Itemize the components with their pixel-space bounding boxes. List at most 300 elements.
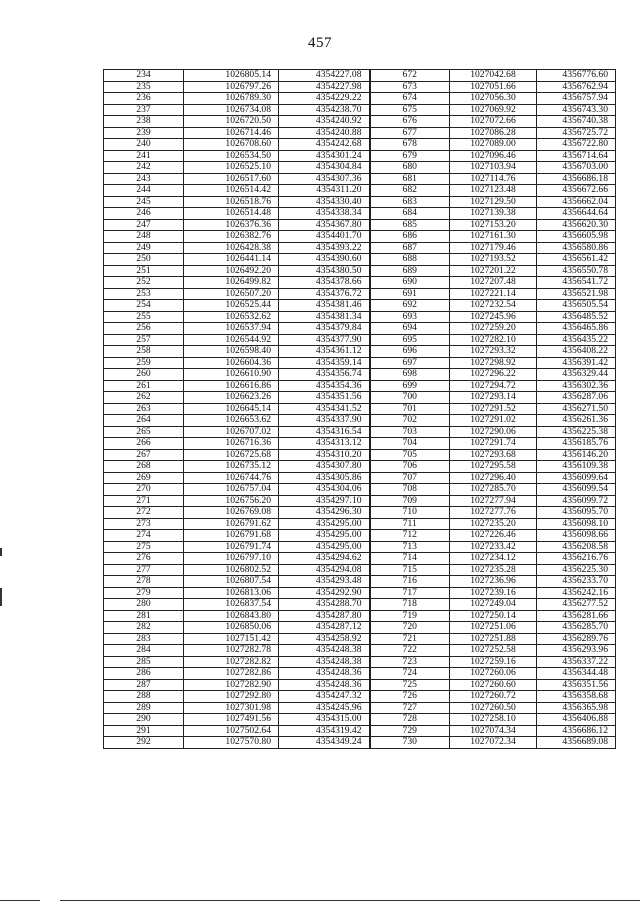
y-coordinate-cell: 4356351.56	[537, 679, 616, 691]
table-row	[104, 242, 616, 254]
x-coordinate-cell: 1027296.40	[450, 472, 537, 484]
x-coordinate-cell: 1026725.68	[184, 449, 279, 461]
y-coordinate-cell: 4356776.60	[537, 70, 616, 82]
table-row	[104, 472, 616, 484]
point-number-cell: 272	[104, 507, 184, 519]
table-row	[104, 70, 616, 82]
point-number-cell: 712	[370, 530, 450, 542]
scan-edge-mark	[0, 548, 2, 556]
point-number-cell: 698	[370, 369, 450, 381]
point-number-cell: 255	[104, 311, 184, 323]
table-row	[104, 702, 616, 714]
y-coordinate-cell: 4356485.52	[537, 311, 616, 323]
x-coordinate-cell: 1027291.52	[450, 403, 537, 415]
point-number-cell: 727	[370, 702, 450, 714]
point-number-cell: 678	[370, 139, 450, 151]
y-coordinate-cell: 4354338.34	[279, 208, 370, 220]
point-number-cell: 713	[370, 541, 450, 553]
x-coordinate-cell: 1027249.04	[450, 599, 537, 611]
y-coordinate-cell: 4356686.18	[537, 173, 616, 185]
y-coordinate-cell: 4354238.70	[279, 104, 370, 116]
y-coordinate-cell: 4356185.76	[537, 438, 616, 450]
x-coordinate-cell: 1026791.68	[184, 530, 279, 542]
x-coordinate-cell: 1027282.90	[184, 679, 279, 691]
point-number-cell: 724	[370, 668, 450, 680]
table-row	[104, 127, 616, 139]
y-coordinate-cell: 4356099.72	[537, 495, 616, 507]
table-row	[104, 541, 616, 553]
x-coordinate-cell: 1026744.76	[184, 472, 279, 484]
y-coordinate-cell: 4354381.34	[279, 311, 370, 323]
y-coordinate-cell: 4356605.98	[537, 231, 616, 243]
point-number-cell: 726	[370, 691, 450, 703]
x-coordinate-cell: 1026756.20	[184, 495, 279, 507]
x-coordinate-cell: 1026518.76	[184, 196, 279, 208]
point-number-cell: 278	[104, 576, 184, 588]
x-coordinate-cell: 1026514.42	[184, 185, 279, 197]
table-row	[104, 449, 616, 461]
point-number-cell: 689	[370, 265, 450, 277]
y-coordinate-cell: 4356277.52	[537, 599, 616, 611]
x-coordinate-cell: 1027277.94	[450, 495, 537, 507]
table-row	[104, 679, 616, 691]
y-coordinate-cell: 4356095.70	[537, 507, 616, 519]
table-row	[104, 691, 616, 703]
y-coordinate-cell: 4356261.36	[537, 415, 616, 427]
x-coordinate-cell: 1027291.74	[450, 438, 537, 450]
y-coordinate-cell: 4354376.72	[279, 288, 370, 300]
y-coordinate-cell: 4356233.70	[537, 576, 616, 588]
y-coordinate-cell: 4354292.90	[279, 587, 370, 599]
x-coordinate-cell: 1027282.78	[184, 645, 279, 657]
x-coordinate-cell: 1026707.02	[184, 426, 279, 438]
x-coordinate-cell: 1026507.20	[184, 288, 279, 300]
point-number-cell: 720	[370, 622, 450, 634]
x-coordinate-cell: 1026735.12	[184, 461, 279, 473]
y-coordinate-cell: 4354354.36	[279, 380, 370, 392]
point-number-cell: 681	[370, 173, 450, 185]
x-coordinate-cell: 1027260.60	[450, 679, 537, 691]
point-number-cell: 719	[370, 610, 450, 622]
x-coordinate-cell: 1026769.08	[184, 507, 279, 519]
x-coordinate-cell: 1026789.30	[184, 93, 279, 105]
point-number-cell: 277	[104, 564, 184, 576]
x-coordinate-cell: 1027502.64	[184, 725, 279, 737]
x-coordinate-cell: 1026514.48	[184, 208, 279, 220]
y-coordinate-cell: 4354295.00	[279, 530, 370, 542]
x-coordinate-cell: 1026791.62	[184, 518, 279, 530]
point-number-cell: 267	[104, 449, 184, 461]
point-number-cell: 242	[104, 162, 184, 174]
y-coordinate-cell: 4356287.06	[537, 392, 616, 404]
y-coordinate-cell: 4354304.84	[279, 162, 370, 174]
x-coordinate-cell: 1027072.34	[450, 737, 537, 749]
point-number-cell: 710	[370, 507, 450, 519]
x-coordinate-cell: 1027259.16	[450, 656, 537, 668]
table-row	[104, 553, 616, 565]
point-number-cell: 276	[104, 553, 184, 565]
y-coordinate-cell: 4354240.88	[279, 127, 370, 139]
x-coordinate-cell: 1027233.42	[450, 541, 537, 553]
y-coordinate-cell: 4354316.54	[279, 426, 370, 438]
y-coordinate-cell: 4356391.42	[537, 357, 616, 369]
point-number-cell: 675	[370, 104, 450, 116]
point-number-cell: 707	[370, 472, 450, 484]
y-coordinate-cell: 4356302.36	[537, 380, 616, 392]
y-coordinate-cell: 4356714.64	[537, 150, 616, 162]
scan-bottom-line	[0, 900, 40, 901]
table-row	[104, 633, 616, 645]
y-coordinate-cell: 4356365.98	[537, 702, 616, 714]
point-number-cell: 723	[370, 656, 450, 668]
y-coordinate-cell: 4356285.70	[537, 622, 616, 634]
table-row	[104, 116, 616, 128]
table-row	[104, 173, 616, 185]
x-coordinate-cell: 1026604.36	[184, 357, 279, 369]
point-number-cell: 686	[370, 231, 450, 243]
x-coordinate-cell: 1027042.68	[450, 70, 537, 82]
point-number-cell: 718	[370, 599, 450, 611]
x-coordinate-cell: 1026382.76	[184, 231, 279, 243]
x-coordinate-cell: 1027234.12	[450, 553, 537, 565]
y-coordinate-cell: 4354248.38	[279, 645, 370, 657]
y-coordinate-cell: 4356722.80	[537, 139, 616, 151]
table-row	[104, 518, 616, 530]
point-number-cell: 250	[104, 254, 184, 266]
point-number-cell: 717	[370, 587, 450, 599]
point-number-cell: 673	[370, 81, 450, 93]
point-number-cell: 696	[370, 346, 450, 358]
point-number-cell: 680	[370, 162, 450, 174]
point-number-cell: 235	[104, 81, 184, 93]
point-number-cell: 266	[104, 438, 184, 450]
x-coordinate-cell: 1027153.20	[450, 219, 537, 231]
x-coordinate-cell: 1026517.60	[184, 173, 279, 185]
point-number-cell: 682	[370, 185, 450, 197]
table-row	[104, 656, 616, 668]
x-coordinate-cell: 1027282.86	[184, 668, 279, 680]
x-coordinate-cell: 1027161.30	[450, 231, 537, 243]
table-row	[104, 645, 616, 657]
point-number-cell: 697	[370, 357, 450, 369]
y-coordinate-cell: 4354304.06	[279, 484, 370, 496]
y-coordinate-cell: 4354288.70	[279, 599, 370, 611]
table-row	[104, 334, 616, 346]
point-number-cell: 728	[370, 714, 450, 726]
x-coordinate-cell: 1027292.80	[184, 691, 279, 703]
table-row	[104, 346, 616, 358]
x-coordinate-cell: 1027072.66	[450, 116, 537, 128]
x-coordinate-cell: 1026534.50	[184, 150, 279, 162]
x-coordinate-cell: 1027250.14	[450, 610, 537, 622]
y-coordinate-cell: 4356344.48	[537, 668, 616, 680]
y-coordinate-cell: 4354380.50	[279, 265, 370, 277]
table-row	[104, 93, 616, 105]
y-coordinate-cell: 4356435.22	[537, 334, 616, 346]
y-coordinate-cell: 4354229.22	[279, 93, 370, 105]
scan-edge-mark	[0, 588, 2, 606]
table-row	[104, 81, 616, 93]
point-number-cell: 704	[370, 438, 450, 450]
point-number-cell: 241	[104, 150, 184, 162]
y-coordinate-cell: 4356580.86	[537, 242, 616, 254]
point-number-cell: 700	[370, 392, 450, 404]
x-coordinate-cell: 1026376.36	[184, 219, 279, 231]
y-coordinate-cell: 4354294.08	[279, 564, 370, 576]
point-number-cell: 677	[370, 127, 450, 139]
x-coordinate-cell: 1027491.56	[184, 714, 279, 726]
x-coordinate-cell: 1027069.92	[450, 104, 537, 116]
y-coordinate-cell: 4354393.22	[279, 242, 370, 254]
table-row	[104, 265, 616, 277]
y-coordinate-cell: 4356465.86	[537, 323, 616, 335]
y-coordinate-cell: 4354377.90	[279, 334, 370, 346]
y-coordinate-cell: 4354287.80	[279, 610, 370, 622]
y-coordinate-cell: 4356225.30	[537, 564, 616, 576]
x-coordinate-cell: 1026616.86	[184, 380, 279, 392]
y-coordinate-cell: 4356505.54	[537, 300, 616, 312]
y-coordinate-cell: 4354295.00	[279, 518, 370, 530]
x-coordinate-cell: 1027193.52	[450, 254, 537, 266]
point-number-cell: 729	[370, 725, 450, 737]
table-row	[104, 438, 616, 450]
x-coordinate-cell: 1027277.76	[450, 507, 537, 519]
point-number-cell: 271	[104, 495, 184, 507]
x-coordinate-cell: 1026837.54	[184, 599, 279, 611]
x-coordinate-cell: 1027051.66	[450, 81, 537, 93]
x-coordinate-cell: 1027285.70	[450, 484, 537, 496]
x-coordinate-cell: 1027235.20	[450, 518, 537, 530]
x-coordinate-cell: 1026537.94	[184, 323, 279, 335]
point-number-cell: 263	[104, 403, 184, 415]
y-coordinate-cell: 4356146.20	[537, 449, 616, 461]
point-number-cell: 273	[104, 518, 184, 530]
y-coordinate-cell: 4354311.20	[279, 185, 370, 197]
point-number-cell: 254	[104, 300, 184, 312]
x-coordinate-cell: 1026598.40	[184, 346, 279, 358]
y-coordinate-cell: 4354356.74	[279, 369, 370, 381]
point-number-cell: 258	[104, 346, 184, 358]
y-coordinate-cell: 4356550.78	[537, 265, 616, 277]
x-coordinate-cell: 1026807.54	[184, 576, 279, 588]
y-coordinate-cell: 4354381.46	[279, 300, 370, 312]
point-number-cell: 261	[104, 380, 184, 392]
y-coordinate-cell: 4354248.36	[279, 679, 370, 691]
x-coordinate-cell: 1027179.46	[450, 242, 537, 254]
x-coordinate-cell: 1027235.28	[450, 564, 537, 576]
point-number-cell: 288	[104, 691, 184, 703]
y-coordinate-cell: 4354379.84	[279, 323, 370, 335]
x-coordinate-cell: 1027301.98	[184, 702, 279, 714]
point-number-cell: 688	[370, 254, 450, 266]
x-coordinate-cell: 1027096.46	[450, 150, 537, 162]
point-number-cell: 687	[370, 242, 450, 254]
x-coordinate-cell: 1027139.38	[450, 208, 537, 220]
x-coordinate-cell: 1026623.26	[184, 392, 279, 404]
y-coordinate-cell: 4354341.52	[279, 403, 370, 415]
x-coordinate-cell: 1027296.22	[450, 369, 537, 381]
point-number-cell: 292	[104, 737, 184, 749]
y-coordinate-cell: 4356644.64	[537, 208, 616, 220]
y-coordinate-cell: 4354315.00	[279, 714, 370, 726]
point-number-cell: 265	[104, 426, 184, 438]
point-number-cell: 706	[370, 461, 450, 473]
y-coordinate-cell: 4356208.58	[537, 541, 616, 553]
point-number-cell: 240	[104, 139, 184, 151]
x-coordinate-cell: 1027291.02	[450, 415, 537, 427]
table-row	[104, 461, 616, 473]
point-number-cell: 279	[104, 587, 184, 599]
y-coordinate-cell: 4356662.04	[537, 196, 616, 208]
y-coordinate-cell: 4354305.86	[279, 472, 370, 484]
point-number-cell: 674	[370, 93, 450, 105]
table-row	[104, 495, 616, 507]
y-coordinate-cell: 4356293.96	[537, 645, 616, 657]
point-number-cell: 283	[104, 633, 184, 645]
point-number-cell: 238	[104, 116, 184, 128]
y-coordinate-cell: 4354248.36	[279, 668, 370, 680]
y-coordinate-cell: 4354296.30	[279, 507, 370, 519]
table-row	[104, 403, 616, 415]
x-coordinate-cell: 1027251.88	[450, 633, 537, 645]
x-coordinate-cell: 1027103.94	[450, 162, 537, 174]
x-coordinate-cell: 1027114.76	[450, 173, 537, 185]
point-number-cell: 245	[104, 196, 184, 208]
x-coordinate-cell: 1027252.58	[450, 645, 537, 657]
point-number-cell: 693	[370, 311, 450, 323]
x-coordinate-cell: 1026791.74	[184, 541, 279, 553]
point-number-cell: 722	[370, 645, 450, 657]
x-coordinate-cell: 1026525.44	[184, 300, 279, 312]
y-coordinate-cell: 4356521.98	[537, 288, 616, 300]
y-coordinate-cell: 4354295.00	[279, 541, 370, 553]
table-row	[104, 564, 616, 576]
y-coordinate-cell: 4356620.30	[537, 219, 616, 231]
point-number-cell: 287	[104, 679, 184, 691]
table-row	[104, 288, 616, 300]
point-number-cell: 714	[370, 553, 450, 565]
y-coordinate-cell: 4356099.54	[537, 484, 616, 496]
y-coordinate-cell: 4354313.12	[279, 438, 370, 450]
x-coordinate-cell: 1026532.62	[184, 311, 279, 323]
x-coordinate-cell: 1027293.14	[450, 392, 537, 404]
y-coordinate-cell: 4354310.20	[279, 449, 370, 461]
table-row	[104, 150, 616, 162]
x-coordinate-cell: 1026525.10	[184, 162, 279, 174]
y-coordinate-cell: 4354297.10	[279, 495, 370, 507]
point-number-cell: 269	[104, 472, 184, 484]
x-coordinate-cell: 1027129.50	[450, 196, 537, 208]
point-number-cell: 280	[104, 599, 184, 611]
point-number-cell: 705	[370, 449, 450, 461]
x-coordinate-cell: 1027239.16	[450, 587, 537, 599]
point-number-cell: 715	[370, 564, 450, 576]
y-coordinate-cell: 4356289.76	[537, 633, 616, 645]
point-number-cell: 285	[104, 656, 184, 668]
x-coordinate-cell: 1026734.08	[184, 104, 279, 116]
x-coordinate-cell: 1027293.68	[450, 449, 537, 461]
point-number-cell: 264	[104, 415, 184, 427]
table-row	[104, 668, 616, 680]
point-number-cell: 247	[104, 219, 184, 231]
point-number-cell: 683	[370, 196, 450, 208]
point-number-cell: 260	[104, 369, 184, 381]
y-coordinate-cell: 4354319.42	[279, 725, 370, 737]
x-coordinate-cell: 1027245.96	[450, 311, 537, 323]
x-coordinate-cell: 1026544.92	[184, 334, 279, 346]
table-row	[104, 426, 616, 438]
y-coordinate-cell: 4354378.66	[279, 277, 370, 289]
table-row	[104, 219, 616, 231]
point-number-cell: 730	[370, 737, 450, 749]
point-number-cell: 691	[370, 288, 450, 300]
point-number-cell: 703	[370, 426, 450, 438]
x-coordinate-cell: 1027074.34	[450, 725, 537, 737]
y-coordinate-cell: 4354330.40	[279, 196, 370, 208]
table-row	[104, 587, 616, 599]
y-coordinate-cell: 4356329.44	[537, 369, 616, 381]
table-row	[104, 392, 616, 404]
y-coordinate-cell: 4354294.62	[279, 553, 370, 565]
point-number-cell: 256	[104, 323, 184, 335]
x-coordinate-cell: 1026805.14	[184, 70, 279, 82]
point-number-cell: 236	[104, 93, 184, 105]
point-number-cell: 676	[370, 116, 450, 128]
point-number-cell: 286	[104, 668, 184, 680]
y-coordinate-cell: 4354258.92	[279, 633, 370, 645]
point-number-cell: 695	[370, 334, 450, 346]
y-coordinate-cell: 4356408.22	[537, 346, 616, 358]
point-number-cell: 262	[104, 392, 184, 404]
y-coordinate-cell: 4356672.66	[537, 185, 616, 197]
point-number-cell: 243	[104, 173, 184, 185]
x-coordinate-cell: 1027251.06	[450, 622, 537, 634]
point-number-cell: 291	[104, 725, 184, 737]
x-coordinate-cell: 1026843.80	[184, 610, 279, 622]
y-coordinate-cell: 4356099.64	[537, 472, 616, 484]
y-coordinate-cell: 4356358.68	[537, 691, 616, 703]
point-number-cell: 672	[370, 70, 450, 82]
y-coordinate-cell: 4354227.08	[279, 70, 370, 82]
point-number-cell: 251	[104, 265, 184, 277]
x-coordinate-cell: 1026757.04	[184, 484, 279, 496]
x-coordinate-cell: 1027226.46	[450, 530, 537, 542]
x-coordinate-cell: 1026850.06	[184, 622, 279, 634]
y-coordinate-cell: 4354242.68	[279, 139, 370, 151]
y-coordinate-cell: 4356686.12	[537, 725, 616, 737]
point-number-cell: 246	[104, 208, 184, 220]
y-coordinate-cell: 4356337.22	[537, 656, 616, 668]
y-coordinate-cell: 4354301.24	[279, 150, 370, 162]
y-coordinate-cell: 4356225.38	[537, 426, 616, 438]
x-coordinate-cell: 1026797.26	[184, 81, 279, 93]
table-row	[104, 139, 616, 151]
point-number-cell: 282	[104, 622, 184, 634]
y-coordinate-cell: 4356098.10	[537, 518, 616, 530]
table-row	[104, 300, 616, 312]
table-row	[104, 357, 616, 369]
x-coordinate-cell: 1027295.58	[450, 461, 537, 473]
y-coordinate-cell: 4356098.66	[537, 530, 616, 542]
table-row	[104, 576, 616, 588]
x-coordinate-cell: 1027236.96	[450, 576, 537, 588]
point-number-cell: 239	[104, 127, 184, 139]
x-coordinate-cell: 1027221.14	[450, 288, 537, 300]
point-number-cell: 274	[104, 530, 184, 542]
point-number-cell: 711	[370, 518, 450, 530]
table-row	[104, 725, 616, 737]
y-coordinate-cell: 4356541.72	[537, 277, 616, 289]
